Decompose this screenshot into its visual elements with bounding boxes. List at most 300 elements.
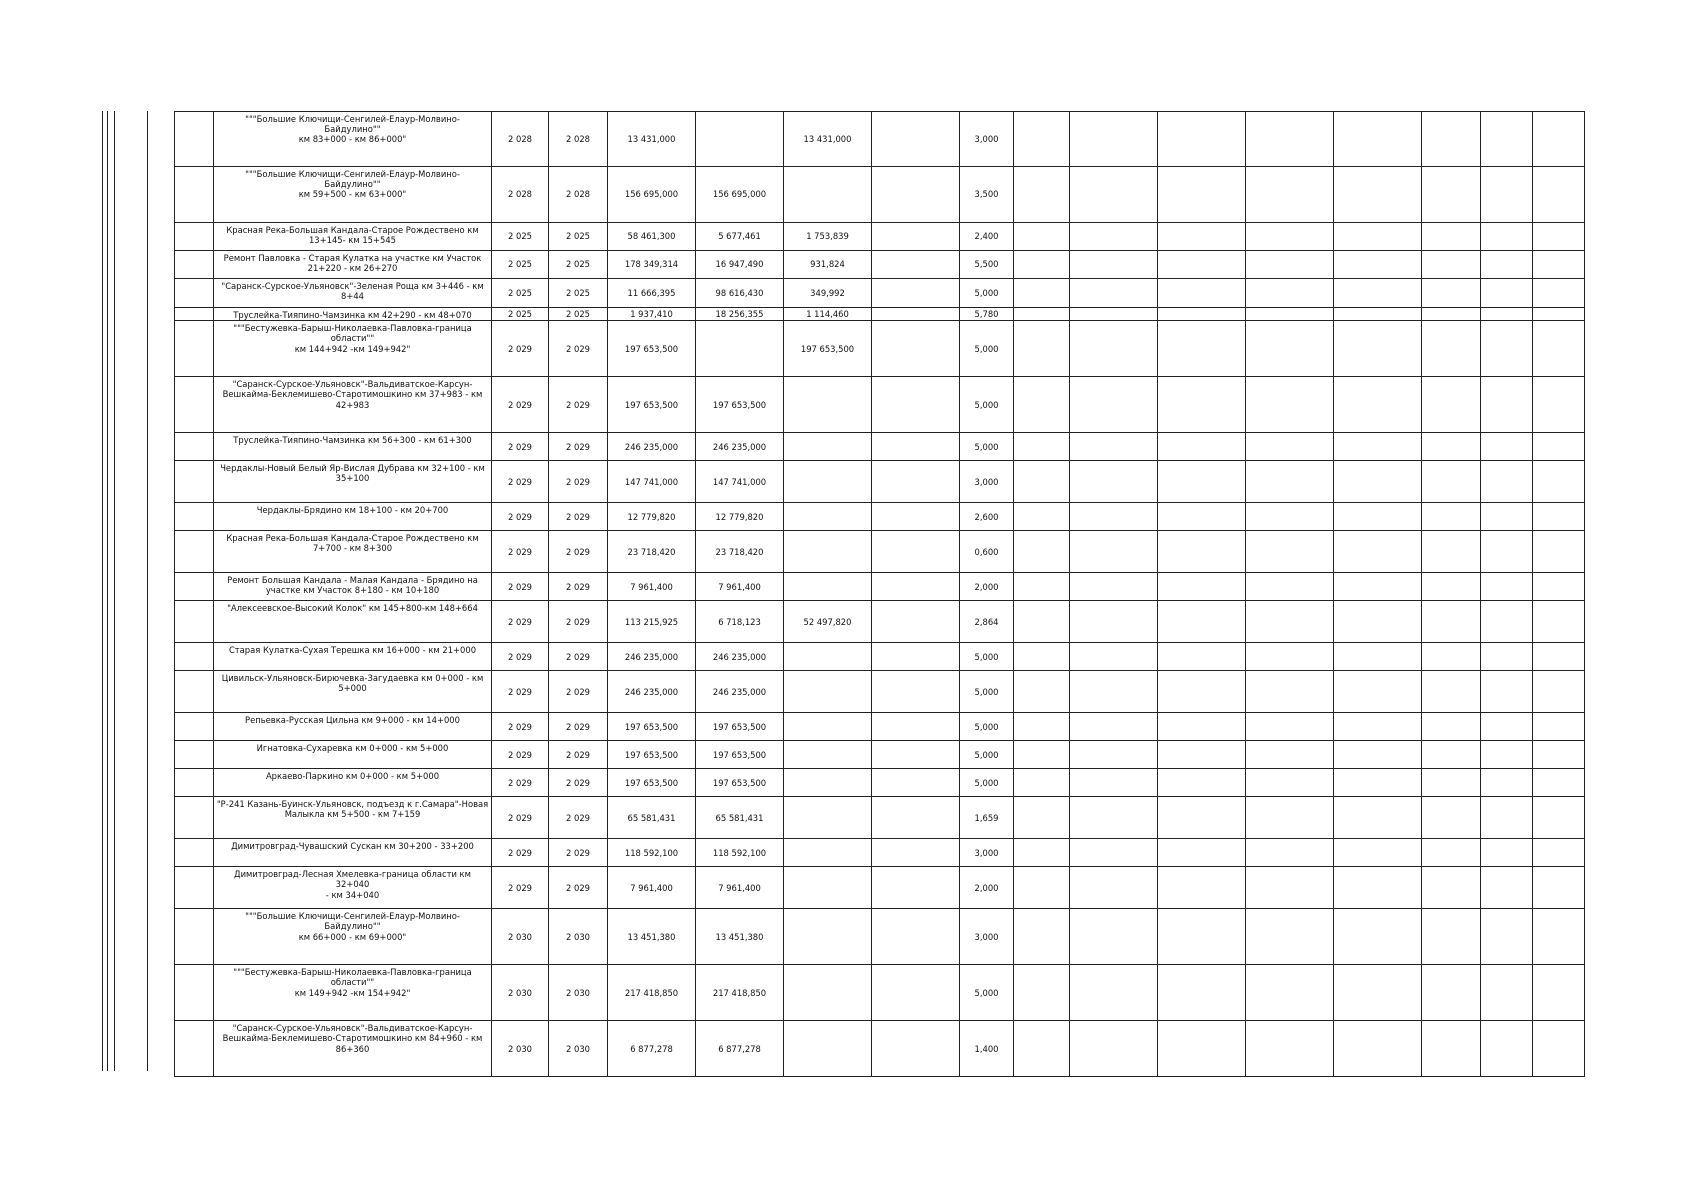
table-row <box>175 503 1585 531</box>
empty-cell <box>1158 839 1246 867</box>
total-cost-cell: 197 653,500 <box>608 741 696 769</box>
start-year-cell: 2 029 <box>492 461 549 503</box>
empty-cell <box>1014 503 1070 531</box>
road-name-cell: """Большие Ключищи-Сенгилей-Елаур-Молвино- Байдулино"" км 59+500 - км 63+000" <box>214 167 492 223</box>
start-year-cell: 2 029 <box>492 797 549 839</box>
total-cost-cell: 7 961,400 <box>608 573 696 601</box>
regional-funds-cell: 246 235,000 <box>696 433 784 461</box>
empty-cell <box>1014 965 1070 1021</box>
length-km-cell: 2,000 <box>960 573 1014 601</box>
total-cost-cell: 58 461,300 <box>608 223 696 251</box>
empty-cell <box>1481 713 1533 741</box>
empty-cell <box>1334 867 1422 909</box>
empty-cell <box>1533 671 1585 713</box>
empty-cell <box>1533 713 1585 741</box>
empty-cell <box>1246 839 1334 867</box>
road-name-cell: Труслейка-Тияпино-Чамзинка км 42+290 - км 48+070 <box>214 308 492 321</box>
length-km-cell: 5,000 <box>960 713 1014 741</box>
other-funds-cell <box>872 503 960 531</box>
empty-cell <box>1246 279 1334 308</box>
length-km-cell: 0,600 <box>960 531 1014 573</box>
empty-cell <box>1533 377 1585 433</box>
empty-cell <box>1334 279 1422 308</box>
other-funds-cell <box>872 741 960 769</box>
empty-cell <box>1158 433 1246 461</box>
regional-funds-cell: 217 418,850 <box>696 965 784 1021</box>
empty-cell <box>1070 643 1158 671</box>
num-cell <box>175 251 214 279</box>
empty-cell <box>1070 461 1158 503</box>
num-cell <box>175 797 214 839</box>
empty-cell <box>1070 839 1158 867</box>
end-year-cell: 2 030 <box>549 1021 608 1077</box>
table-row <box>175 909 1585 965</box>
table-row <box>175 377 1585 433</box>
regional-funds-cell: 23 718,420 <box>696 531 784 573</box>
end-year-cell: 2 029 <box>549 433 608 461</box>
empty-cell <box>1246 167 1334 223</box>
empty-cell <box>1422 167 1481 223</box>
num-cell <box>175 308 214 321</box>
empty-cell <box>1246 433 1334 461</box>
num-cell <box>175 839 214 867</box>
empty-cell <box>1158 797 1246 839</box>
empty-cell <box>1246 867 1334 909</box>
empty-cell <box>1334 965 1422 1021</box>
start-year-cell: 2 029 <box>492 671 549 713</box>
federal-funds-cell <box>784 797 872 839</box>
road-name-cell: """Большие Ключищи-Сенгилей-Елаур-Молвино- Байдулино"" км 83+000 - км 86+000" <box>214 112 492 167</box>
empty-cell <box>1334 433 1422 461</box>
empty-cell <box>1158 503 1246 531</box>
length-km-cell: 3,000 <box>960 839 1014 867</box>
other-funds-cell <box>872 601 960 643</box>
empty-cell <box>1070 867 1158 909</box>
empty-cell <box>1481 279 1533 308</box>
road-name-cell: "Саранск-Сурское-Ульяновск"-Зеленая Роща км 3+446 - км 8+44 <box>214 279 492 308</box>
road-name-cell: Димитровград-Лесная Хмелевка-граница области км 32+040 - км 34+040 <box>214 867 492 909</box>
other-funds-cell <box>872 531 960 573</box>
federal-funds-cell <box>784 461 872 503</box>
num-cell <box>175 741 214 769</box>
num-cell <box>175 223 214 251</box>
road-name-cell: Труслейка-Тияпино-Чамзинка км 56+300 - км 61+300 <box>214 433 492 461</box>
empty-cell <box>1246 769 1334 797</box>
length-km-cell: 5,000 <box>960 769 1014 797</box>
empty-cell <box>1334 769 1422 797</box>
empty-cell <box>1481 909 1533 965</box>
road-name-cell: "Саранск-Сурское-Ульяновск"-Вальдиватское-Карсун- Вешкайма-Беклемишево-Старотимошкино км 37+983 - км 42+983 <box>214 377 492 433</box>
other-funds-cell <box>872 321 960 377</box>
road-name-cell: "Р-241 Казань-Буинск-Ульяновск, подъезд к г.Самара"-Новая Малыкла км 5+500 - км 7+159 <box>214 797 492 839</box>
empty-cell <box>1014 308 1070 321</box>
empty-cell <box>1422 573 1481 601</box>
empty-cell <box>1533 1021 1585 1077</box>
empty-cell <box>1481 531 1533 573</box>
road-name-cell: Аркаево-Паркино км 0+000 - км 5+000 <box>214 769 492 797</box>
empty-cell <box>1481 643 1533 671</box>
road-repair-table <box>174 111 1585 1077</box>
empty-cell <box>1158 867 1246 909</box>
table-row <box>175 769 1585 797</box>
empty-cell <box>1334 839 1422 867</box>
num-cell <box>175 909 214 965</box>
end-year-cell: 2 029 <box>549 671 608 713</box>
empty-cell <box>1334 671 1422 713</box>
start-year-cell: 2 029 <box>492 377 549 433</box>
empty-cell <box>1334 308 1422 321</box>
start-year-cell: 2 029 <box>492 741 549 769</box>
end-year-cell: 2 029 <box>549 531 608 573</box>
empty-cell <box>1422 377 1481 433</box>
empty-cell <box>1246 461 1334 503</box>
empty-cell <box>1158 741 1246 769</box>
start-year-cell: 2 025 <box>492 308 549 321</box>
start-year-cell: 2 028 <box>492 112 549 167</box>
empty-cell <box>1070 1021 1158 1077</box>
empty-cell <box>1014 167 1070 223</box>
empty-cell <box>1014 112 1070 167</box>
num-cell <box>175 461 214 503</box>
empty-cell <box>1070 433 1158 461</box>
empty-cell <box>1334 1021 1422 1077</box>
empty-cell <box>1158 769 1246 797</box>
start-year-cell: 2 029 <box>492 839 549 867</box>
empty-cell <box>1533 839 1585 867</box>
total-cost-cell: 11 666,395 <box>608 279 696 308</box>
empty-cell <box>1481 223 1533 251</box>
empty-cell <box>1070 112 1158 167</box>
empty-cell <box>1070 377 1158 433</box>
empty-cell <box>1246 671 1334 713</box>
length-km-cell: 5,000 <box>960 433 1014 461</box>
empty-cell <box>1481 461 1533 503</box>
table-row <box>175 251 1585 279</box>
road-name-cell: "Саранск-Сурское-Ульяновск"-Вальдиватское-Карсун- Вешкайма-Беклемишево-Старотимошкино км 84+960 - км 86+360 <box>214 1021 492 1077</box>
total-cost-cell: 6 877,278 <box>608 1021 696 1077</box>
empty-cell <box>1334 797 1422 839</box>
empty-cell <box>1246 909 1334 965</box>
regional-funds-cell: 6 718,123 <box>696 601 784 643</box>
empty-cell <box>1334 573 1422 601</box>
regional-funds-cell: 246 235,000 <box>696 671 784 713</box>
empty-cell <box>1422 433 1481 461</box>
table-row <box>175 867 1585 909</box>
num-cell <box>175 433 214 461</box>
start-year-cell: 2 029 <box>492 769 549 797</box>
num-cell <box>175 503 214 531</box>
federal-funds-cell <box>784 965 872 1021</box>
empty-cell <box>1422 797 1481 839</box>
empty-cell <box>1422 461 1481 503</box>
federal-funds-cell <box>784 643 872 671</box>
length-km-cell: 5,000 <box>960 321 1014 377</box>
total-cost-cell: 197 653,500 <box>608 713 696 741</box>
empty-cell <box>1014 839 1070 867</box>
empty-cell <box>1246 308 1334 321</box>
regional-funds-cell: 16 947,490 <box>696 251 784 279</box>
empty-cell <box>1533 643 1585 671</box>
empty-cell <box>1158 909 1246 965</box>
road-name-cell: Чердаклы-Новый Белый Яр-Вислая Дубрава км 32+100 - км 35+100 <box>214 461 492 503</box>
table-row <box>175 279 1585 308</box>
regional-funds-cell <box>696 321 784 377</box>
empty-cell <box>1533 433 1585 461</box>
length-km-cell: 5,000 <box>960 965 1014 1021</box>
total-cost-cell: 178 349,314 <box>608 251 696 279</box>
num-cell <box>175 1021 214 1077</box>
empty-cell <box>1481 503 1533 531</box>
regional-funds-cell: 18 256,355 <box>696 308 784 321</box>
empty-cell <box>1533 965 1585 1021</box>
empty-cell <box>1070 223 1158 251</box>
empty-cell <box>1533 461 1585 503</box>
regional-funds-cell: 7 961,400 <box>696 573 784 601</box>
empty-cell <box>1070 503 1158 531</box>
empty-cell <box>1481 112 1533 167</box>
empty-cell <box>1158 279 1246 308</box>
table-row <box>175 839 1585 867</box>
road-name-cell: Старая Кулатка-Сухая Терешка км 16+000 - км 21+000 <box>214 643 492 671</box>
table-row <box>175 797 1585 839</box>
empty-cell <box>1070 965 1158 1021</box>
end-year-cell: 2 028 <box>549 112 608 167</box>
end-year-cell: 2 030 <box>549 965 608 1021</box>
empty-cell <box>1158 167 1246 223</box>
empty-cell <box>1334 167 1422 223</box>
end-year-cell: 2 025 <box>549 279 608 308</box>
empty-cell <box>1422 601 1481 643</box>
regional-funds-cell: 197 653,500 <box>696 713 784 741</box>
empty-cell <box>1158 601 1246 643</box>
road-name-cell: Игнатовка-Сухаревка км 0+000 - км 5+000 <box>214 741 492 769</box>
length-km-cell: 5,780 <box>960 308 1014 321</box>
empty-cell <box>1422 713 1481 741</box>
regional-funds-cell: 156 695,000 <box>696 167 784 223</box>
other-funds-cell <box>872 965 960 1021</box>
num-cell <box>175 531 214 573</box>
end-year-cell: 2 029 <box>549 797 608 839</box>
empty-cell <box>1014 867 1070 909</box>
regional-funds-cell: 197 653,500 <box>696 377 784 433</box>
other-funds-cell <box>872 112 960 167</box>
empty-cell <box>1246 531 1334 573</box>
table-row <box>175 112 1585 167</box>
empty-cell <box>1014 797 1070 839</box>
other-funds-cell <box>872 279 960 308</box>
table-row <box>175 531 1585 573</box>
end-year-cell: 2 029 <box>549 377 608 433</box>
total-cost-cell: 12 779,820 <box>608 503 696 531</box>
empty-cell <box>1070 251 1158 279</box>
empty-cell <box>1070 671 1158 713</box>
regional-funds-cell: 65 581,431 <box>696 797 784 839</box>
empty-cell <box>1481 769 1533 797</box>
other-funds-cell <box>872 433 960 461</box>
table-row <box>175 308 1585 321</box>
road-name-cell: """Бестужевка-Барыш-Николаевка-Павловка-граница области"" км 149+942 -км 154+942" <box>214 965 492 1021</box>
empty-cell <box>1014 643 1070 671</box>
empty-cell <box>1246 741 1334 769</box>
road-name-cell: Ремонт Павловка - Старая Кулатка на участке км Участок 21+220 - км 26+270 <box>214 251 492 279</box>
table-row <box>175 321 1585 377</box>
federal-funds-cell: 197 653,500 <box>784 321 872 377</box>
federal-funds-cell <box>784 713 872 741</box>
empty-cell <box>1533 223 1585 251</box>
empty-cell <box>1014 909 1070 965</box>
empty-cell <box>1158 321 1246 377</box>
table-row <box>175 1021 1585 1077</box>
other-funds-cell <box>872 671 960 713</box>
total-cost-cell: 13 451,380 <box>608 909 696 965</box>
empty-cell <box>1533 573 1585 601</box>
end-year-cell: 2 030 <box>549 909 608 965</box>
federal-funds-cell: 349,992 <box>784 279 872 308</box>
start-year-cell: 2 029 <box>492 601 549 643</box>
regional-funds-cell: 98 616,430 <box>696 279 784 308</box>
empty-cell <box>1246 503 1334 531</box>
num-cell <box>175 713 214 741</box>
empty-cell <box>1481 1021 1533 1077</box>
other-funds-cell <box>872 1021 960 1077</box>
empty-cell <box>1334 223 1422 251</box>
empty-cell <box>1481 671 1533 713</box>
empty-cell <box>1158 1021 1246 1077</box>
federal-funds-cell: 931,824 <box>784 251 872 279</box>
total-cost-cell: 246 235,000 <box>608 433 696 461</box>
empty-cell <box>1246 112 1334 167</box>
empty-cell <box>1158 671 1246 713</box>
end-year-cell: 2 028 <box>549 167 608 223</box>
start-year-cell: 2 029 <box>492 433 549 461</box>
empty-cell <box>1158 573 1246 601</box>
table-row <box>175 671 1585 713</box>
regional-funds-cell: 6 877,278 <box>696 1021 784 1077</box>
num-cell <box>175 965 214 1021</box>
total-cost-cell: 1 937,410 <box>608 308 696 321</box>
regional-funds-cell <box>696 112 784 167</box>
empty-cell <box>1158 713 1246 741</box>
empty-cell <box>1014 223 1070 251</box>
total-cost-cell: 65 581,431 <box>608 797 696 839</box>
empty-cell <box>1481 308 1533 321</box>
empty-cell <box>1334 601 1422 643</box>
length-km-cell: 5,000 <box>960 643 1014 671</box>
federal-funds-cell <box>784 503 872 531</box>
regional-funds-cell: 5 677,461 <box>696 223 784 251</box>
regional-funds-cell: 7 961,400 <box>696 867 784 909</box>
regional-funds-cell: 197 653,500 <box>696 741 784 769</box>
empty-cell <box>1158 112 1246 167</box>
num-cell <box>175 671 214 713</box>
road-name-cell: Красная Река-Большая Кандала-Старое Рождествено км 7+700 - км 8+300 <box>214 531 492 573</box>
empty-cell <box>1014 461 1070 503</box>
empty-cell <box>1334 909 1422 965</box>
empty-cell <box>1014 279 1070 308</box>
length-km-cell: 1,400 <box>960 1021 1014 1077</box>
table-body <box>175 112 1585 1077</box>
num-cell <box>175 167 214 223</box>
length-km-cell: 5,500 <box>960 251 1014 279</box>
total-cost-cell: 246 235,000 <box>608 643 696 671</box>
federal-funds-cell <box>784 433 872 461</box>
num-cell <box>175 643 214 671</box>
empty-cell <box>1533 112 1585 167</box>
empty-cell <box>1070 741 1158 769</box>
empty-cell <box>1422 279 1481 308</box>
total-cost-cell: 197 653,500 <box>608 377 696 433</box>
num-cell <box>175 769 214 797</box>
road-name-cell: Димитровград-Чувашский Сускан км 30+200 - 33+200 <box>214 839 492 867</box>
road-name-cell: """Бестужевка-Барыш-Николаевка-Павловка-граница области"" км 144+942 -км 149+942" <box>214 321 492 377</box>
empty-cell <box>1014 573 1070 601</box>
empty-cell <box>1481 601 1533 643</box>
start-year-cell: 2 029 <box>492 573 549 601</box>
empty-cell <box>1422 909 1481 965</box>
length-km-cell: 5,000 <box>960 671 1014 713</box>
federal-funds-cell: 1 753,839 <box>784 223 872 251</box>
empty-cell <box>1246 797 1334 839</box>
end-year-cell: 2 029 <box>549 601 608 643</box>
empty-cell <box>1533 769 1585 797</box>
total-cost-cell: 113 215,925 <box>608 601 696 643</box>
empty-cell <box>1422 769 1481 797</box>
end-year-cell: 2 029 <box>549 839 608 867</box>
empty-cell <box>1481 251 1533 279</box>
federal-funds-cell <box>784 741 872 769</box>
empty-cell <box>1070 797 1158 839</box>
start-year-cell: 2 030 <box>492 1021 549 1077</box>
end-year-cell: 2 029 <box>549 503 608 531</box>
empty-cell <box>1158 377 1246 433</box>
empty-cell <box>1070 909 1158 965</box>
road-name-cell: Цивильск-Ульяновск-Бирючевка-Загудаевка км 0+000 - км 5+000 <box>214 671 492 713</box>
length-km-cell: 2,864 <box>960 601 1014 643</box>
empty-cell <box>1334 112 1422 167</box>
empty-cell <box>1422 112 1481 167</box>
regional-funds-cell: 246 235,000 <box>696 643 784 671</box>
empty-cell <box>1422 251 1481 279</box>
other-funds-cell <box>872 713 960 741</box>
empty-cell <box>1334 531 1422 573</box>
num-cell <box>175 377 214 433</box>
start-year-cell: 2 025 <box>492 251 549 279</box>
empty-cell <box>1014 769 1070 797</box>
empty-cell <box>1533 308 1585 321</box>
road-name-cell: Красная Река-Большая Кандала-Старое Рождествено км 13+145- км 15+545 <box>214 223 492 251</box>
table-row <box>175 433 1585 461</box>
num-cell <box>175 601 214 643</box>
end-year-cell: 2 029 <box>549 769 608 797</box>
empty-cell <box>1014 1021 1070 1077</box>
num-cell <box>175 573 214 601</box>
length-km-cell: 3,000 <box>960 112 1014 167</box>
empty-cell <box>1014 531 1070 573</box>
table-row <box>175 741 1585 769</box>
federal-funds-cell <box>784 377 872 433</box>
other-funds-cell <box>872 909 960 965</box>
length-km-cell: 5,000 <box>960 377 1014 433</box>
empty-cell <box>1334 741 1422 769</box>
empty-cell <box>1422 321 1481 377</box>
total-cost-cell: 197 653,500 <box>608 321 696 377</box>
length-km-cell: 3,000 <box>960 909 1014 965</box>
table-row <box>175 713 1585 741</box>
empty-cell <box>1158 531 1246 573</box>
empty-cell <box>1014 377 1070 433</box>
start-year-cell: 2 030 <box>492 965 549 1021</box>
empty-cell <box>1422 643 1481 671</box>
